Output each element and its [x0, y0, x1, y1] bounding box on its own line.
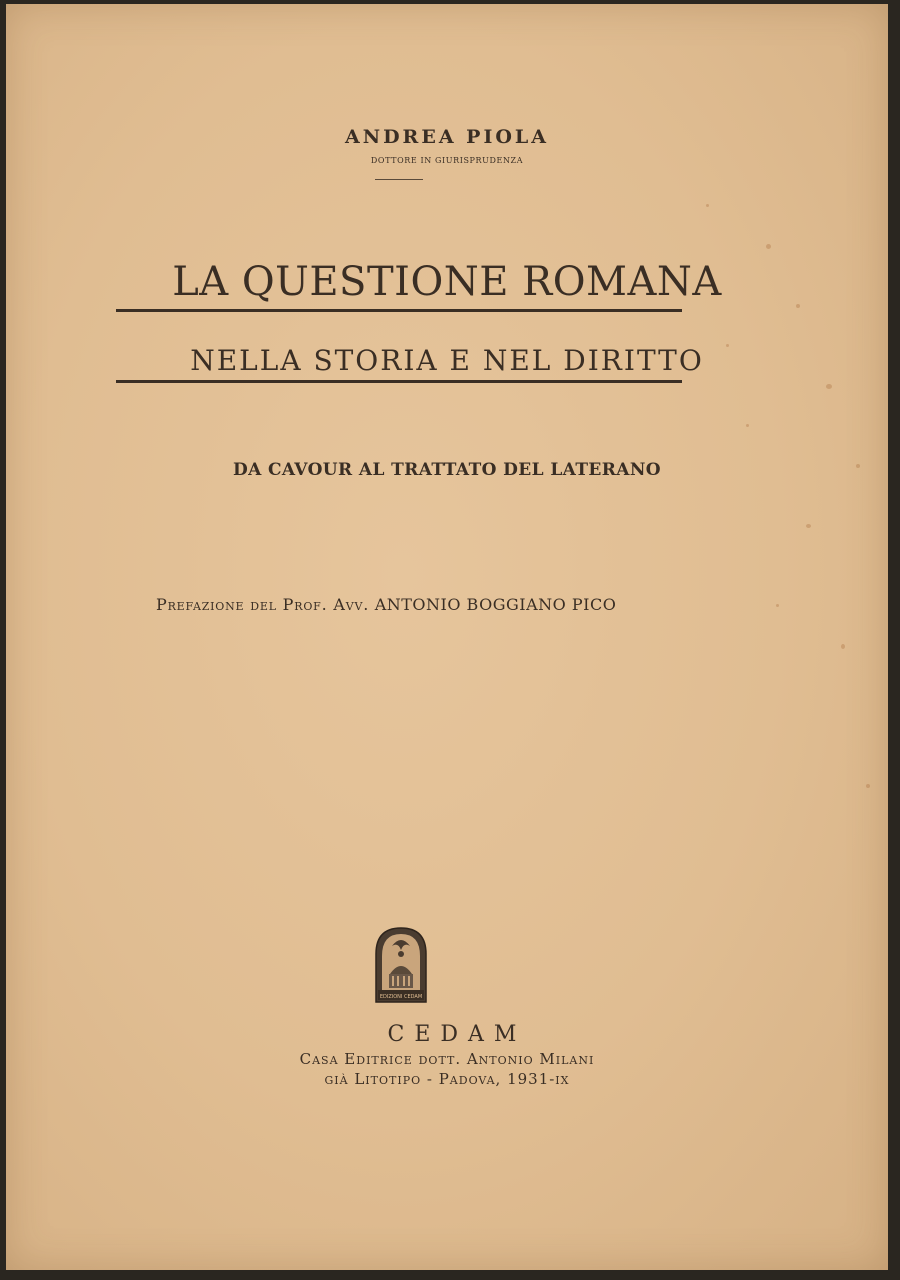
foxing-spot: [841, 644, 845, 649]
author-divider: [375, 179, 423, 180]
foxing-spot: [866, 784, 870, 788]
title-divider-bottom: [116, 380, 682, 383]
book-cover: [6, 4, 888, 1270]
book-title: LA QUESTIONE ROMANA: [172, 259, 722, 305]
preface-author: ANTONIO BOGGIANO PICO: [374, 595, 617, 614]
author-degree: DOTTORE IN GIURISPRUDENZA: [370, 156, 524, 165]
foxing-spot: [766, 244, 771, 249]
foxing-spot: [776, 604, 779, 607]
publisher-line-1: Casa Editrice dott. Antonio Milani: [299, 1050, 595, 1068]
foxing-spot: [806, 524, 811, 528]
foxing-spot: [826, 384, 832, 389]
logo-caption: EDIZIONI CEDAM: [379, 994, 423, 1000]
book-subtitle: NELLA STORIA E NEL DIRITTO: [190, 344, 704, 377]
foxing-spot: [706, 204, 709, 207]
publisher-name: CEDAM: [387, 1022, 527, 1047]
preface-prefix: Prefazione del Prof. Avv.: [156, 595, 370, 614]
foxing-spot: [746, 424, 749, 427]
book-subtitle-secondary: DA CAVOUR AL TRATTATO DEL LATERANO: [232, 460, 662, 480]
preface-credit: [156, 595, 616, 614]
title-divider-top: [116, 309, 682, 312]
publisher-line-2: già Litotipo - Padova, 1931-ix: [324, 1070, 570, 1088]
publisher-logo-icon: [370, 924, 432, 1004]
author-name: ANDREA PIOLA: [344, 126, 550, 148]
